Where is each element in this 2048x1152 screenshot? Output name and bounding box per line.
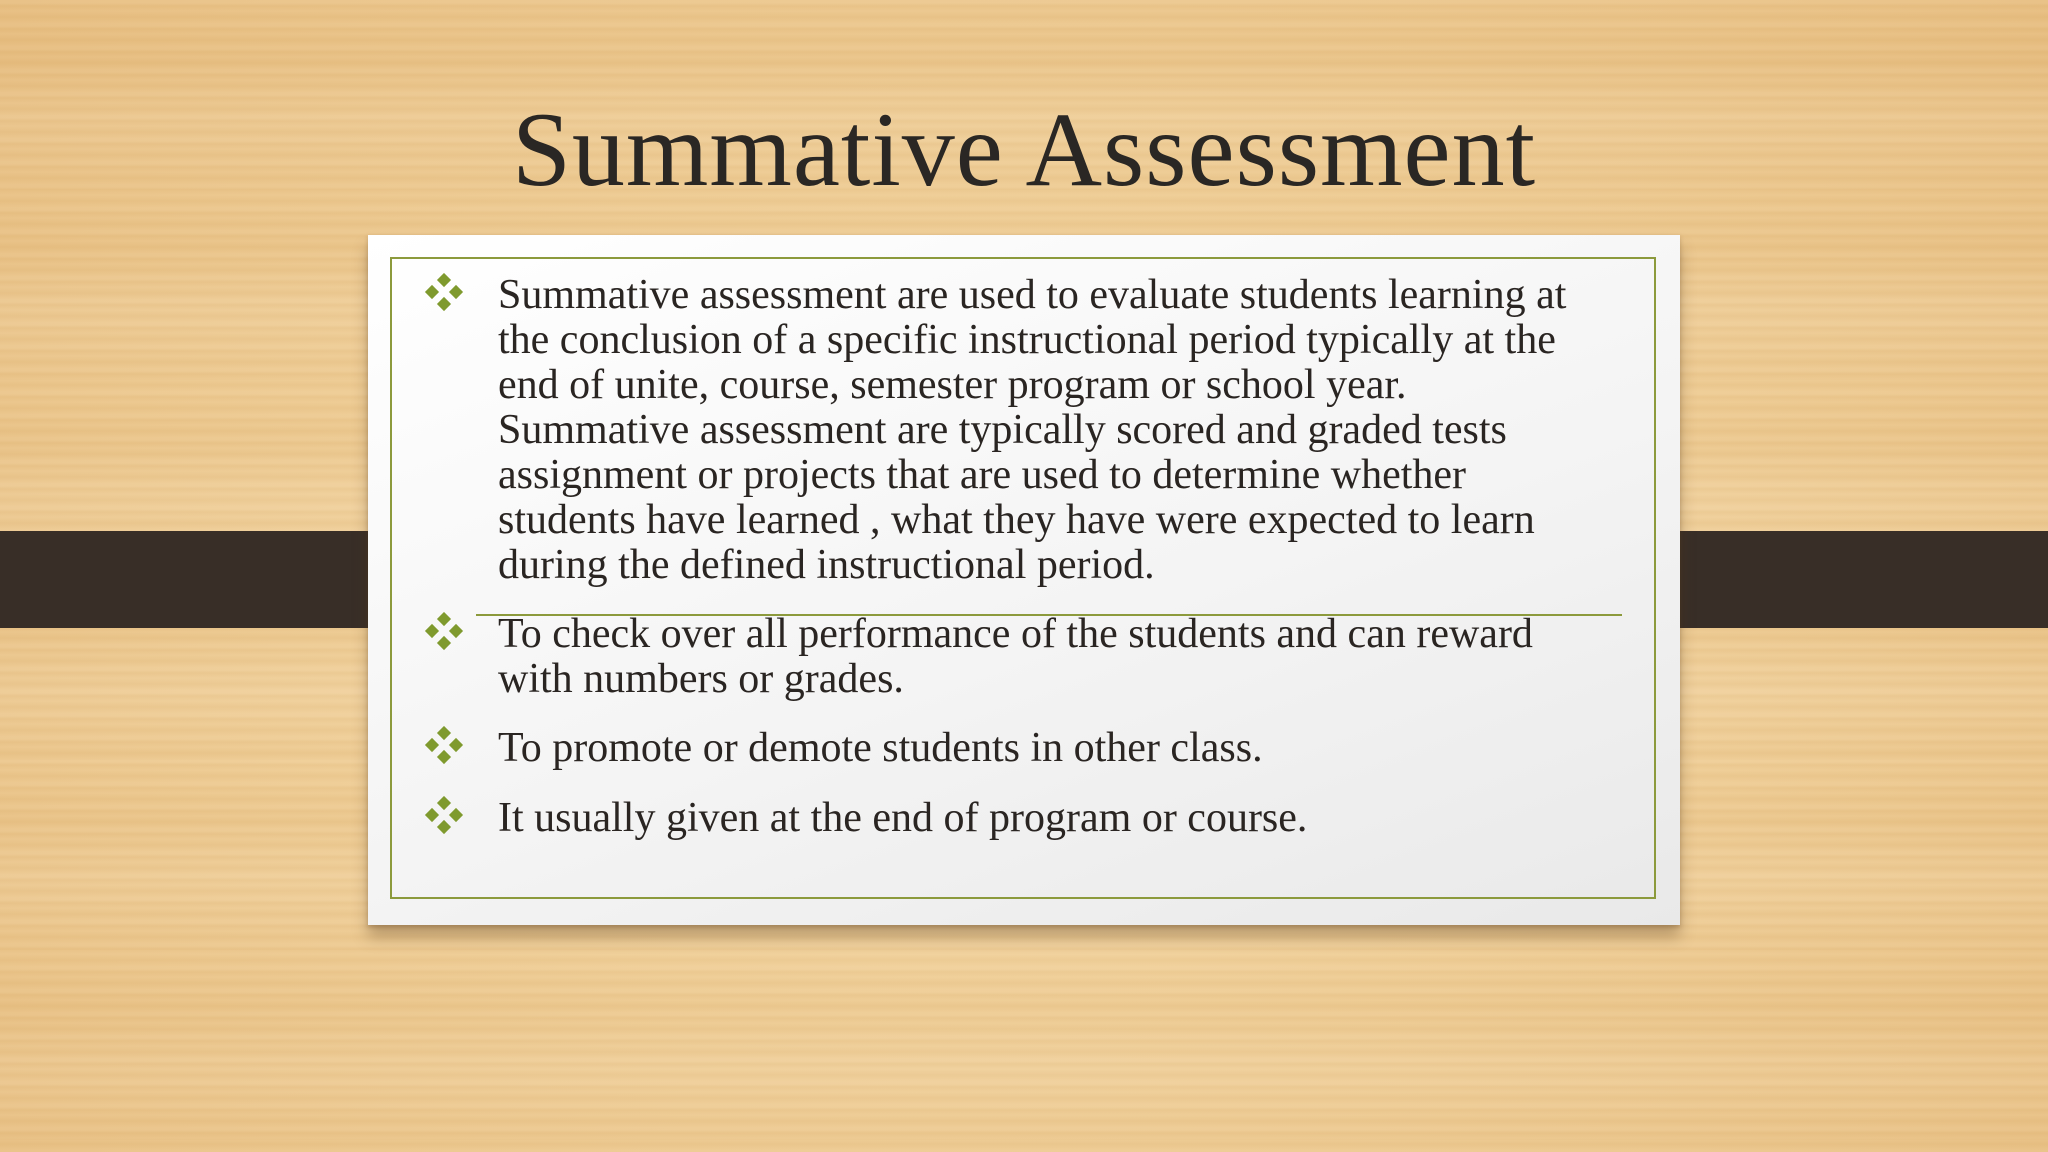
right-dark-band [1634,531,2048,628]
bullet-text: To promote or demote students in other class. [498,725,1263,771]
bullet-text: Summative assessment are used to evaluate students learning at the conclusion of a specific instructional period typically at the end of unite, course, semester program or school year. Summative assessment are typically scored and graded tests assignment or projects that are used to determine whether students have learned , what they have were expected to learn during the defined instructional period. [498,272,1567,588]
left-dark-band [0,531,416,628]
green-diamond-bullet-icon [424,273,464,313]
bullet-text: It usually given at the end of program or course. [498,795,1308,841]
green-diamond-bullet-icon [424,612,464,652]
slide-title: Summative Assessment [511,91,1537,208]
content-card [368,235,1680,925]
bullet-text: To check over all performance of the students and can reward with numbers or grades. [498,611,1533,702]
content-frame [390,257,1656,899]
green-diamond-bullet-icon [424,726,464,766]
green-diamond-bullet-icon [424,796,464,836]
